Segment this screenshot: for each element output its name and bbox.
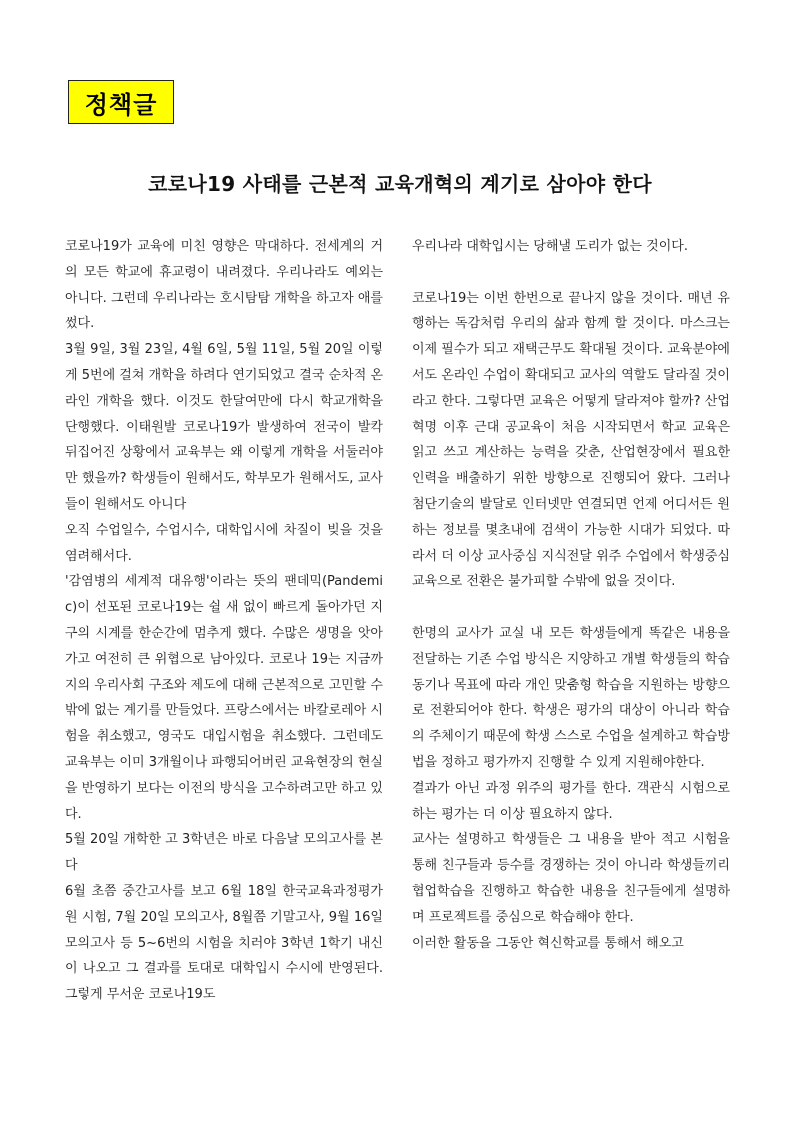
left-column	[65, 234, 383, 1008]
right-paragraph-3: 한명의 교사가 교실 내 모든 학생들에게 똑같은 내용을 전달하는 기존 수업 방식은 지양하고 개별 학생들의 학습동기나 목표에 따라 개인 맞춤형 학습을 지원하는 방향으로 전환되어야 한다. 학생은 평가의 대상이 아니라 학습의 주체이기 때문에 학생 스스로 수업을 설계하고 학습방법을 정하고 평가까지 진행할 수 있게 지원해야한다.	[412, 625, 730, 770]
category-tag: 정책글	[68, 80, 174, 124]
left-paragraph-4: '감염병의 세계적 대유행'이라는 뜻의 팬데믹(Pandemic)이 선포된 코로나19는 쉴 새 없이 빠르게 돌아가던 지구의 시계를 한순간에 멈추게 했다. 수많은 생명을 앗아가고 여전히 큰 위협으로 남아있다. 코로나 19는 지금까지의 우리사회 구조와 제도에 대해 근본적으로 고민할 수 밖에 없는 계기를 만들었다. 프랑스에서는 바칼로레아 시험을 취소했고, 영국도 대입시험을 취소했다. 그런데도 교육부는 이미 3개월이나 파행되어버린 교육현장의 현실을 반영하기 보다는 이전의 방식을 고수하려고만 하고 있다.	[65, 574, 383, 822]
article-title: 코로나19 사태를 근본적 교육개혁의 계기로 삼아야 한다	[148, 172, 652, 196]
left-paragraph-5: 5월 20일 개학한 고 3학년은 바로 다음날 모의고사를 본다	[65, 832, 383, 874]
right-column	[412, 234, 730, 956]
left-paragraph-1: 코로나19가 교육에 미친 영향은 막대하다. 전세계의 거의 모든 학교에 휴교령이 내려졌다. 우리나라도 예외는 아니다. 그런데 우리나라는 호시탐탐 개학을 하고자 애를 썼다.	[65, 239, 383, 332]
paragraph-gap	[412, 260, 730, 286]
left-paragraph-2: 3월 9일, 3월 23일, 4월 6일, 5월 11일, 5월 20일 이렇게 5번에 걸쳐 개학을 하려다 연기되었고 결국 순차적 온라인 개학을 했다. 이것도 한달여만에 다시 학교개학을 단행했다. 이태원발 코로나19가 발생하여 전국이 발칵 뒤집어진 상황에서 교육부는 왜 이렇게 개학을 서둘러야만 했을까? 학생들이 원해서도, 학부모가 원해서도, 교사들이 원해서도 아니다	[65, 342, 383, 512]
paragraph-gap	[412, 595, 730, 621]
right-paragraph-5: 교사는 설명하고 학생들은 그 내용을 받아 적고 시험을 통해 친구들과 등수를 경쟁하는 것이 아니라 학생들끼리 협업학습을 진행하고 학습한 내용을 친구들에게 설명하며 프로젝트를 중심으로 학습해야 한다.	[412, 832, 730, 925]
right-paragraph-6: 이러한 활동을 그동안 혁신학교를 통해서 해오고	[412, 935, 684, 951]
left-paragraph-3: 오직 수업일수, 수업시수, 대학입시에 차질이 빚을 것을 염려해서다.	[65, 522, 383, 564]
right-paragraph-4: 결과가 아닌 과정 위주의 평가를 한다. 객관식 시험으로 하는 평가는 더 이상 필요하지 않다.	[412, 780, 730, 822]
right-paragraph-1: 우리나라 대학입시는 당해낼 도리가 없는 것이다.	[412, 239, 688, 254]
left-paragraph-6: 6월 초쯤 중간고사를 보고 6월 18일 한국교육과정평가원 시험, 7월 20일 모의고사, 8월쯤 기말고사, 9월 16일 모의고사 등 5~6번의 시험을 치러야 3학년 1학기 내신이 나오고 그 결과를 토대로 대학입시 수시에 반영된다. 그렇게 무서운 코로나19도	[65, 883, 383, 1003]
right-paragraph-2: 코로나19는 이번 한번으로 끝나지 않을 것이다. 매년 유행하는 독감처럼 우리의 삶과 함께 할 것이다. 마스크는 이제 필수가 되고 재택근무도 확대될 것이다. 교육분야에서도 온라인 수업이 확대되고 교사의 역할도 달라질 것이라고 한다. 그렇다면 교육은 어떻게 달라져야 할까? 산업혁명 이후 근대 공교육이 처음 시작되면서 학교 교육은 읽고 쓰고 계산하는 능력을 갖춘, 산업현장에서 필요한 인력을 배출하기 위한 방향으로 진행되어 왔다. 그러나 첨단기술의 발달로 인터넷만 연결되면 언제 어디서든 원하는 정보를 몇초내에 검색이 가능한 시대가 되었다. 따라서 더 이상 교사중심 지식전달 위주 수업에서 학생중심교육으로 전환은 불가피할 수밖에 없을 것이다.	[412, 290, 730, 590]
